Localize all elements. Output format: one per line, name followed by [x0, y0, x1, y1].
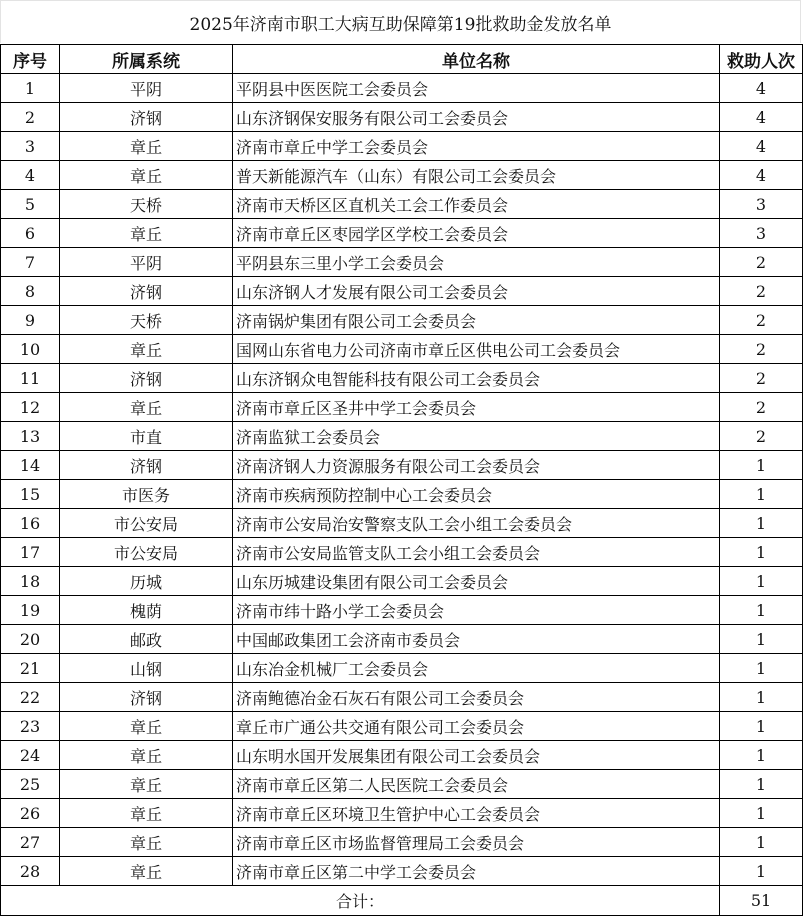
row-unit-name: 济南市章丘区环境卫生管护中心工会委员会 [233, 799, 720, 828]
row-system: 槐荫 [60, 596, 233, 625]
row-unit-name: 济南市章丘区第二人民医院工会委员会 [233, 770, 720, 799]
row-system: 章丘 [60, 219, 233, 248]
table-row [1, 741, 803, 770]
row-index: 7 [1, 248, 60, 277]
table-row [1, 161, 803, 190]
row-unit-name: 济南监狱工会委员会 [233, 422, 720, 451]
row-system: 章丘 [60, 335, 233, 364]
row-count: 1 [720, 683, 803, 712]
row-unit-name: 山东济钢人才发展有限公司工会委员会 [233, 277, 720, 306]
row-unit-name: 山东明水国开发展集团有限公司工会委员会 [233, 741, 720, 770]
row-index: 11 [1, 364, 60, 393]
row-index: 5 [1, 190, 60, 219]
table-row [1, 132, 803, 161]
row-unit-name: 国网山东省电力公司济南市章丘区供电公司工会委员会 [233, 335, 720, 364]
row-system: 历城 [60, 567, 233, 596]
row-system: 章丘 [60, 161, 233, 190]
row-system: 市公安局 [60, 509, 233, 538]
table-row [1, 799, 803, 828]
table-row [1, 567, 803, 596]
row-unit-name: 济南市公安局监管支队工会小组工会委员会 [233, 538, 720, 567]
relief-table [0, 44, 803, 916]
table-row [1, 596, 803, 625]
row-system: 章丘 [60, 712, 233, 741]
row-count: 1 [720, 654, 803, 683]
row-index: 24 [1, 741, 60, 770]
row-count: 1 [720, 741, 803, 770]
row-count: 1 [720, 857, 803, 886]
row-count: 3 [720, 219, 803, 248]
row-count: 2 [720, 335, 803, 364]
row-index: 16 [1, 509, 60, 538]
row-system: 章丘 [60, 799, 233, 828]
row-count: 2 [720, 277, 803, 306]
row-index: 12 [1, 393, 60, 422]
row-unit-name: 济南市天桥区区直机关工会工作委员会 [233, 190, 720, 219]
row-unit-name: 济南市纬十路小学工会委员会 [233, 596, 720, 625]
table-row [1, 393, 803, 422]
table-row [1, 335, 803, 364]
row-index: 2 [1, 103, 60, 132]
row-system: 章丘 [60, 393, 233, 422]
table-row [1, 480, 803, 509]
row-index: 27 [1, 828, 60, 857]
row-count: 2 [720, 364, 803, 393]
table-row [1, 451, 803, 480]
row-index: 25 [1, 770, 60, 799]
row-count: 2 [720, 248, 803, 277]
row-count: 1 [720, 538, 803, 567]
row-unit-name: 山东冶金机械厂工会委员会 [233, 654, 720, 683]
row-index: 22 [1, 683, 60, 712]
table-row [1, 364, 803, 393]
row-system: 平阴 [60, 248, 233, 277]
row-system: 章丘 [60, 828, 233, 857]
row-unit-name: 济南市章丘区第二中学工会委员会 [233, 857, 720, 886]
row-index: 6 [1, 219, 60, 248]
row-count: 1 [720, 712, 803, 741]
row-system: 济钢 [60, 364, 233, 393]
total-row [1, 886, 803, 916]
row-unit-name: 普天新能源汽车（山东）有限公司工会委员会 [233, 161, 720, 190]
table-row [1, 857, 803, 886]
row-system: 山钢 [60, 654, 233, 683]
row-system: 天桥 [60, 306, 233, 335]
row-index: 15 [1, 480, 60, 509]
row-count: 4 [720, 161, 803, 190]
row-system: 章丘 [60, 741, 233, 770]
row-index: 28 [1, 857, 60, 886]
row-index: 26 [1, 799, 60, 828]
table-row [1, 538, 803, 567]
row-index: 4 [1, 161, 60, 190]
table-row [1, 74, 803, 103]
table-row [1, 277, 803, 306]
row-index: 19 [1, 596, 60, 625]
table-row [1, 625, 803, 654]
row-index: 20 [1, 625, 60, 654]
header-row [1, 45, 803, 74]
row-index: 3 [1, 132, 60, 161]
row-count: 1 [720, 567, 803, 596]
row-system: 市医务 [60, 480, 233, 509]
header-count: 救助人次 [720, 45, 803, 74]
table-row [1, 248, 803, 277]
row-unit-name: 济南市公安局治安警察支队工会小组工会委员会 [233, 509, 720, 538]
row-unit-name: 章丘市广通公共交通有限公司工会委员会 [233, 712, 720, 741]
row-system: 天桥 [60, 190, 233, 219]
row-unit-name: 济南市章丘区圣井中学工会委员会 [233, 393, 720, 422]
row-count: 3 [720, 190, 803, 219]
row-unit-name: 济南市章丘区枣园学区学校工会委员会 [233, 219, 720, 248]
page-title: 2025年济南市职工大病互助保障第19批救助金发放名单 [0, 0, 801, 43]
row-count: 2 [720, 422, 803, 451]
row-count: 2 [720, 306, 803, 335]
row-system: 章丘 [60, 132, 233, 161]
row-count: 1 [720, 828, 803, 857]
row-count: 1 [720, 799, 803, 828]
row-system: 济钢 [60, 103, 233, 132]
header-index: 序号 [1, 45, 60, 74]
table-row [1, 190, 803, 219]
header-system: 所属系统 [60, 45, 233, 74]
row-count: 1 [720, 625, 803, 654]
row-count: 1 [720, 596, 803, 625]
header-unit: 单位名称 [233, 45, 720, 74]
row-system: 章丘 [60, 857, 233, 886]
row-count: 2 [720, 393, 803, 422]
row-count: 1 [720, 509, 803, 538]
row-unit-name: 济南市章丘区市场监督管理局工会委员会 [233, 828, 720, 857]
row-unit-name: 山东济钢众电智能科技有限公司工会委员会 [233, 364, 720, 393]
row-system: 济钢 [60, 451, 233, 480]
row-count: 1 [720, 480, 803, 509]
row-unit-name: 济南鲍德冶金石灰石有限公司工会委员会 [233, 683, 720, 712]
row-index: 23 [1, 712, 60, 741]
table-row [1, 770, 803, 799]
row-index: 18 [1, 567, 60, 596]
row-index: 10 [1, 335, 60, 364]
row-count: 4 [720, 74, 803, 103]
table-row [1, 422, 803, 451]
row-unit-name: 中国邮政集团工会济南市委员会 [233, 625, 720, 654]
row-system: 济钢 [60, 277, 233, 306]
total-count: 51 [720, 886, 803, 916]
row-unit-name: 济南济钢人力资源服务有限公司工会委员会 [233, 451, 720, 480]
row-count: 4 [720, 132, 803, 161]
row-count: 1 [720, 451, 803, 480]
row-count: 1 [720, 770, 803, 799]
row-index: 1 [1, 74, 60, 103]
row-unit-name: 平阴县中医医院工会委员会 [233, 74, 720, 103]
row-unit-name: 山东济钢保安服务有限公司工会委员会 [233, 103, 720, 132]
table-row [1, 219, 803, 248]
row-unit-name: 山东历城建设集团有限公司工会委员会 [233, 567, 720, 596]
row-system: 市直 [60, 422, 233, 451]
total-label: 合计： [1, 886, 720, 916]
table-row [1, 712, 803, 741]
row-index: 9 [1, 306, 60, 335]
row-system: 济钢 [60, 683, 233, 712]
row-index: 13 [1, 422, 60, 451]
table-row [1, 306, 803, 335]
table-row [1, 683, 803, 712]
row-unit-name: 济南市疾病预防控制中心工会委员会 [233, 480, 720, 509]
row-system: 邮政 [60, 625, 233, 654]
row-index: 21 [1, 654, 60, 683]
row-system: 平阴 [60, 74, 233, 103]
row-system: 市公安局 [60, 538, 233, 567]
row-unit-name: 平阴县东三里小学工会委员会 [233, 248, 720, 277]
table-row [1, 103, 803, 132]
row-system: 章丘 [60, 770, 233, 799]
table-row [1, 654, 803, 683]
row-unit-name: 济南锅炉集团有限公司工会委员会 [233, 306, 720, 335]
row-unit-name: 济南市章丘中学工会委员会 [233, 132, 720, 161]
table-row [1, 828, 803, 857]
table-row [1, 509, 803, 538]
row-count: 4 [720, 103, 803, 132]
row-index: 17 [1, 538, 60, 567]
row-index: 14 [1, 451, 60, 480]
row-index: 8 [1, 277, 60, 306]
